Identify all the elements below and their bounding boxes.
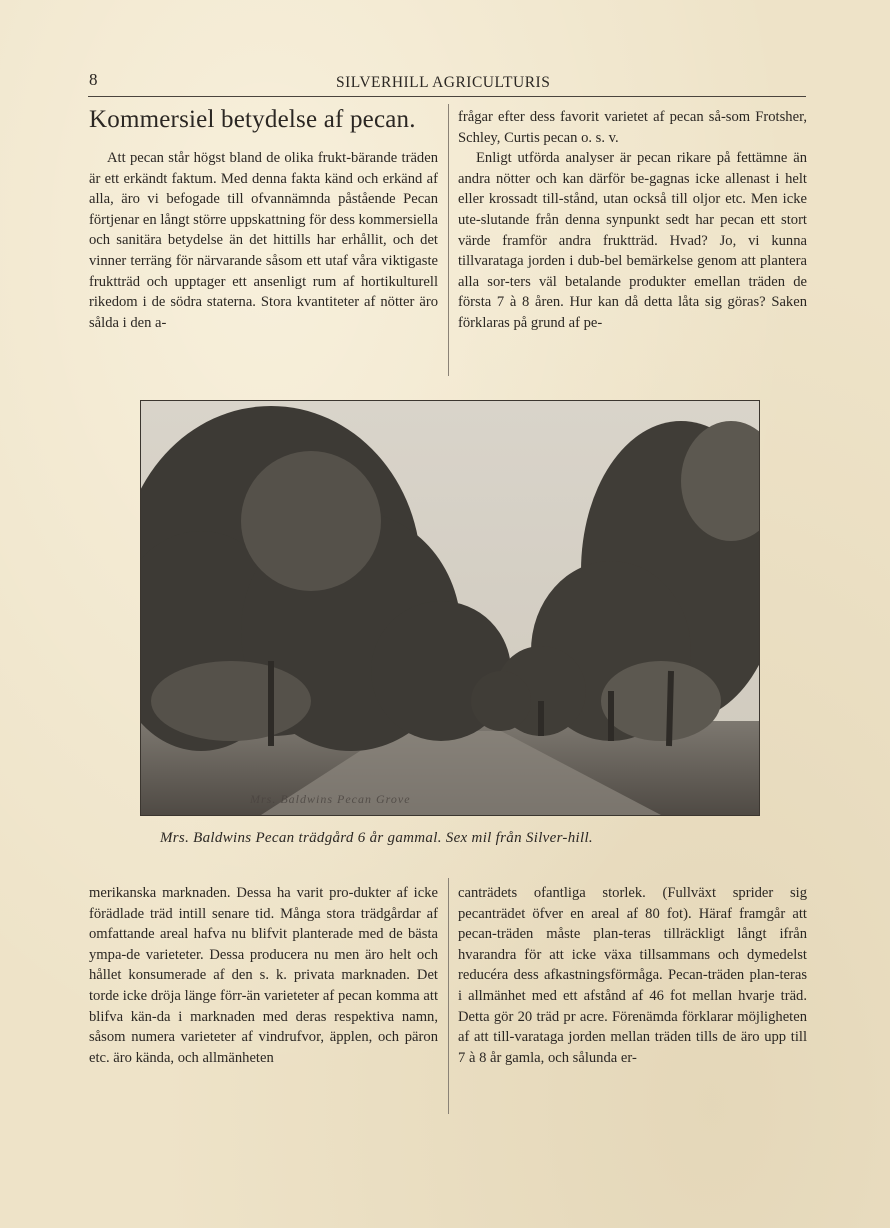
column-divider-top (448, 104, 449, 376)
figure-caption: Mrs. Baldwins Pecan trädgård 6 år gammal. Sex mil från Silver-hill. (160, 830, 593, 846)
orchard-photo-image (141, 401, 759, 815)
column-1-bottom (89, 883, 438, 1068)
paragraph: merikanska marknaden. Dessa ha varit pro-dukter af icke förädlade träd intill senare tid. Många stora trädgårdar af omfattande areal hafva nu blifvit planterade med de bästa ympa-de varieteter. Dessa producera nu men äro helt och hållet konsumerade af den s. k. privata marknaden. Det torde icke dröja länge förr-än varieteter af pecan komma att blifva kän-da i marknaden med deras respektiva namn, såsom numera varieteter af vindrufvor, äpplen, och päron etc. äro kända, och allmänheten (89, 885, 438, 1066)
orchard-photo (140, 400, 760, 816)
header-rule (88, 96, 806, 97)
column-divider-bottom (448, 878, 449, 1114)
paragraph: frågar efter dess favorit varietet af pecan så-som Frotsher, Schley, Curtis pecan o. s. v. (458, 109, 807, 146)
column-1-top (89, 148, 438, 333)
paragraph: Enligt utförda analyser är pecan rikare på fettämne än andra nötter och kan därför be-gagnas icke allenast i helt eller krossadt till-stånd, utan också till oljor etc. Men icke ute-slutande från denna synpunkt sedt har pecan ett stort värde framför andra fruktträd. Hvad? Jo, vi kunna tillvaratagа jorden i dub-bel bemärkelse genom att plantera alla sor-ters väl betalande produkter emellan träden de första 7 à 8 åren. Hur kan då detta låta sig göras? Saken förklaras på grund af pe- (458, 150, 807, 331)
column-2-bottom (458, 883, 807, 1068)
article-title: Kommersiel betydelse af pecan. (89, 106, 416, 133)
photo-inscription: Mrs. Baldwins Pecan Grove (250, 792, 411, 806)
paragraph: canträdets ofantliga storlek. (Fullväxt sprider sig pecanträdet öfver en areal af 80 fot). Häraf framgår att pecan-träden måste plan-teras tillräckligt långt ifrån hvarandra för att icke växa tillsammans och dymedelst reducéra dess afkastningsförmåga. Pecan-träden plan-teras i allmänhet med ett afstånd af 46 fot mellan hvarje träd. Detta gör 20 träd pr acre. Förenämda förklarar möjligheten af att till-varataga jorden mellan träden tills de äro upp till 7 à 8 år gamla, och sålunda er- (458, 885, 807, 1066)
paragraph: Att pecan står högst bland de olika frukt-bärande träden är ett erkändt faktum. Med denna fakta känd och erkänd af alla, äro vi befogade till ofvannämnda påstående Pecan förtjenar en långt större uppskattning för dess kommersiella och sanitära betydelse än det hittills har erhållit, och det vinner terräng för närvarande såsom ett utaf våra viktigaste fruktträd och upptager ett ansenligt rum af hortikulturell rikedom i de södra staterna. Stora kvantiteter af nötter äro sålda i den a- (89, 150, 438, 331)
column-2-top (458, 107, 807, 334)
page-number: 8 (89, 70, 98, 89)
running-head: SILVERHILL AGRICULTURIS (336, 74, 551, 91)
